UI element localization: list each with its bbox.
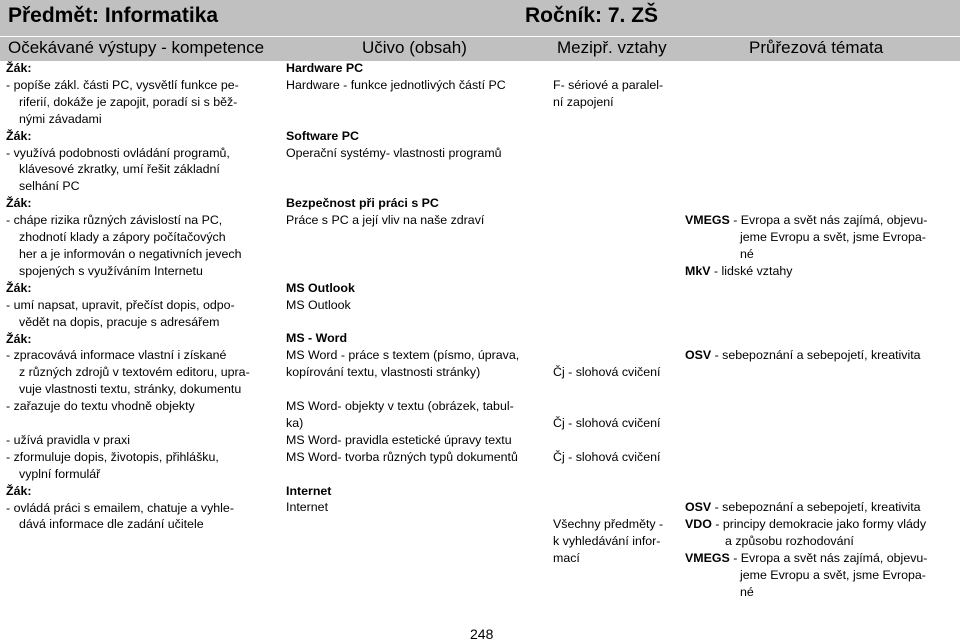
- theme-line: OSV - sebepoznání a sebepojetí, kreativita: [685, 500, 921, 515]
- output-line: - ovládá práci s emailem, chatuje a vyhle-: [6, 500, 234, 515]
- theme-line: né: [740, 584, 754, 599]
- curriculum-line: ka): [286, 415, 304, 430]
- theme-line: né: [740, 246, 754, 261]
- theme-line: VMEGS - Evropa a svět nás zajímá, objevu-: [685, 550, 928, 565]
- topic-heading: Hardware PC: [286, 61, 364, 75]
- topic-heading: Bezpečnost při práci s PC: [286, 196, 439, 211]
- output-line: - využívá podobnosti ovládání programů,: [6, 145, 230, 160]
- output-line: her a je informován o negativních jevech: [19, 246, 242, 261]
- topic-heading: Software PC: [286, 128, 359, 143]
- curriculum-line: MS Outlook: [286, 297, 351, 312]
- theme-line: jeme Evropu a svět, jsme Evropa-: [740, 567, 926, 582]
- output-line: - zpracovává informace vlastní i získané: [6, 348, 227, 363]
- output-line: - zařazuje do textu vhodně objekty: [6, 399, 195, 414]
- output-line: vuje vlastnosti textu, stránky, dokumentu: [19, 382, 242, 397]
- topic-heading: MS - Word: [286, 331, 348, 346]
- curriculum-column: [286, 60, 551, 516]
- output-line: - zformuluje dopis, životopis, přihlášku,: [6, 449, 219, 464]
- theme-code: VDO: [685, 517, 712, 532]
- theme-line: MkV - lidské vztahy: [685, 263, 793, 278]
- pupil-label: Žák:: [6, 331, 32, 346]
- pupil-label: Žák:: [6, 483, 32, 498]
- curriculum-line: MS Word- tvorba různých typů dokumentů: [286, 449, 518, 464]
- output-line: klávesové zkratky, umí řešit základní: [19, 162, 220, 177]
- theme-line: jeme Evropu a svět, jsme Evropa-: [740, 229, 926, 244]
- cross-subject-line: ní zapojení: [553, 94, 614, 109]
- theme-line: VDO - principy demokracie jako formy vlády: [685, 517, 927, 532]
- output-line: z různých zdrojů v textovém editoru, upra-: [19, 365, 250, 380]
- output-line: - umí napsat, upravit, přečíst dopis, odpo-: [6, 297, 235, 312]
- output-line: selhání PC: [19, 179, 80, 194]
- output-line: - užívá pravidla v praxi: [6, 432, 130, 447]
- theme-line: OSV - sebepoznání a sebepojetí, kreativita: [685, 348, 921, 363]
- cross-subject-line: F- sériové a paralel-: [553, 77, 664, 92]
- title-bar: [0, 0, 960, 36]
- theme-line: a způsobu rozhodování: [725, 534, 854, 549]
- curriculum-line: MS Word - práce s textem (písmo, úprava,: [286, 348, 520, 363]
- subject-title: Předmět: Informatika: [8, 4, 219, 27]
- pupil-label: Žák:: [6, 280, 32, 295]
- output-line: vyplní formulář: [19, 466, 101, 481]
- theme-code: OSV: [685, 348, 712, 363]
- column-header-curriculum: Učivo (obsah): [362, 38, 467, 57]
- cross-subject-line: mací: [553, 550, 580, 565]
- curriculum-line: Operační systémy- vlastnosti programů: [286, 145, 502, 160]
- curriculum-line: Internet: [286, 500, 329, 515]
- output-line: nými závadami: [19, 111, 102, 126]
- column-header-outputs: Očekávané výstupy - kompetence: [8, 38, 265, 57]
- page-number: 248: [470, 626, 494, 642]
- curriculum-line: Práce s PC a její vliv na naše zdraví: [286, 213, 485, 228]
- theme-code: MkV: [685, 263, 711, 278]
- column-header-row: [0, 36, 960, 61]
- output-line: dává informace dle zadání učitele: [19, 517, 204, 532]
- output-line: - chápe rizika různých závislostí na PC,: [6, 213, 223, 228]
- curriculum-line: kopírování textu, vlastnosti stránky): [286, 365, 481, 380]
- grade-title: Ročník: 7. ZŠ: [525, 4, 659, 27]
- cross-subject-line: Všechny předměty -: [553, 517, 664, 532]
- topic-heading: MS Outlook: [286, 280, 355, 295]
- cross-subject-line: Čj - slohová cvičení: [553, 449, 661, 464]
- theme-code: VMEGS: [685, 550, 730, 565]
- cross-subject-column: [553, 60, 681, 567]
- output-line: vědět na dopis, pracuje s adresářem: [19, 314, 220, 329]
- output-line: riferií, dokáže je zapojit, poradí si s běž-: [19, 94, 238, 109]
- topic-heading: Internet: [286, 483, 332, 498]
- output-line: zhodnotí klady a zápory počítačových: [19, 230, 226, 245]
- theme-code: VMEGS: [685, 213, 730, 228]
- cross-subject-line: Čj - slohová cvičení: [553, 415, 661, 430]
- column-header-themes: Průřezová témata: [749, 38, 884, 57]
- curriculum-line: MS Word- pravidla estetické úpravy textu: [286, 432, 512, 447]
- column-header-cross-subject: Mezipř. vztahy: [557, 38, 667, 57]
- curriculum-line: Hardware - funkce jednotlivých částí PC: [286, 77, 506, 92]
- output-line: spojených s využíváním Internetu: [19, 263, 203, 278]
- theme-line: VMEGS - Evropa a svět nás zajímá, objevu-: [685, 213, 928, 228]
- pupil-label: Žák:: [6, 128, 32, 143]
- cross-subject-line: k vyhledávání infor-: [553, 534, 661, 549]
- pupil-label: Žák:: [6, 61, 32, 75]
- curriculum-line: MS Word- objekty v textu (obrázek, tabul-: [286, 398, 514, 413]
- theme-code: OSV: [685, 500, 712, 515]
- output-line: - popíše zákl. části PC, vysvětlí funkce pe-: [6, 77, 239, 92]
- pupil-label: Žák:: [6, 196, 32, 211]
- outputs-column: [6, 60, 281, 533]
- cross-subject-line: Čj - slohová cvičení: [553, 365, 661, 380]
- themes-column: [685, 60, 957, 601]
